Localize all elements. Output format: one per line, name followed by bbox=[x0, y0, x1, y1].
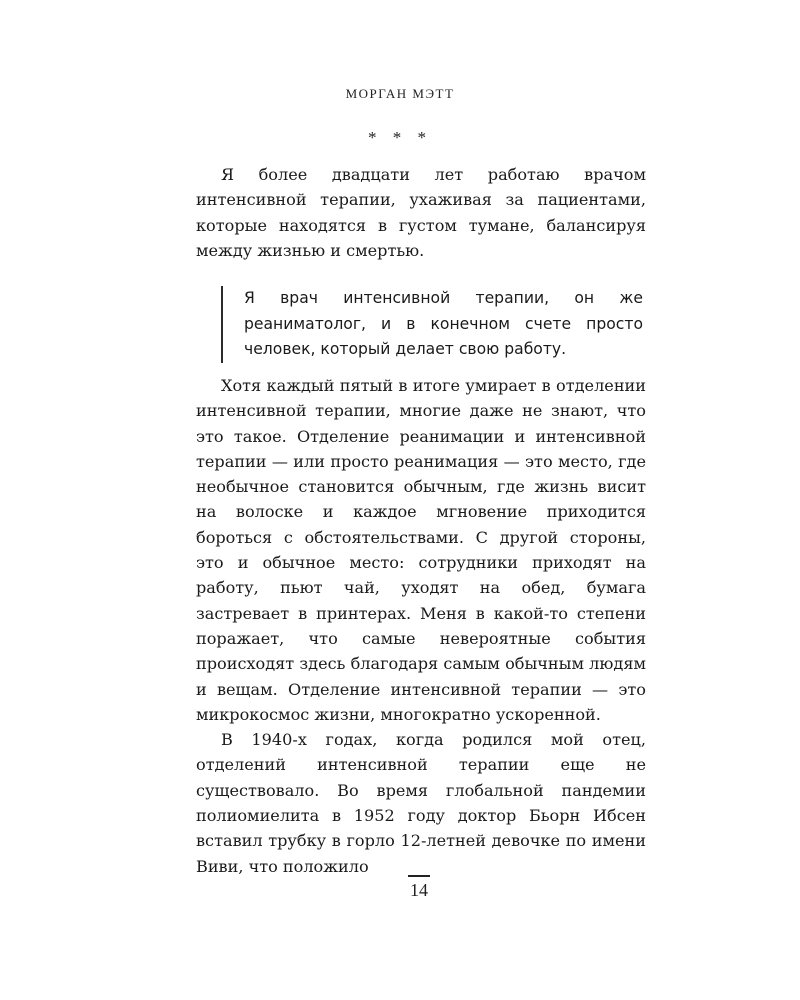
running-head-author: МОРГАН МЭТТ bbox=[345, 86, 455, 101]
paragraph-intro: Я более двадцати лет работаю врачом интенсивной терапии, ухаживая за пациентами, которые находятся в густом тумане, балансируя между жизнью и смертью. bbox=[196, 165, 646, 260]
pull-quote-text: Я врач интенсивной терапии, он же реаниматолог, и в конечном счете просто человек, который делает свою работу. bbox=[244, 289, 643, 358]
page-number-rule bbox=[408, 875, 430, 877]
section-break-ornament: * * * bbox=[368, 128, 432, 147]
paragraph-history: В 1940-х годах, когда родился мой отец, отделений интенсивной терапии еще не существовало. Во время глобальной пандемии полиомиелита в 1952 году доктор Бьорн Ибсен вставил трубку в горло 12-летней девочке по имени Виви, что положило bbox=[196, 730, 646, 876]
pull-quote bbox=[221, 286, 643, 363]
page-number: 14 bbox=[410, 880, 428, 900]
main-text-block bbox=[196, 373, 646, 879]
intro-paragraph-block bbox=[196, 162, 646, 263]
paragraph-icu-description: Хотя каждый пятый в итоге умирает в отделении интенсивной терапии, многие даже не знают, что это такое. Отделение реанимации и интенсивной терапии — или просто реанимация — это место, где необычное становится обычным, где жизнь висит на волоске и каждое мгновение приходится бороться с обстоятельствами. С другой стороны, это и обычное место: сотрудники приходят на работу, пьют чай, уходят на обед, бумага застревает в принтерах. Меня в какой-то степени поражает, что самые невероятные события происходят здесь благодаря самым обычным людям и вещам. Отделение интенсивной терапии — это микрокосмос жизни, многократно ускоренной. bbox=[196, 376, 646, 724]
